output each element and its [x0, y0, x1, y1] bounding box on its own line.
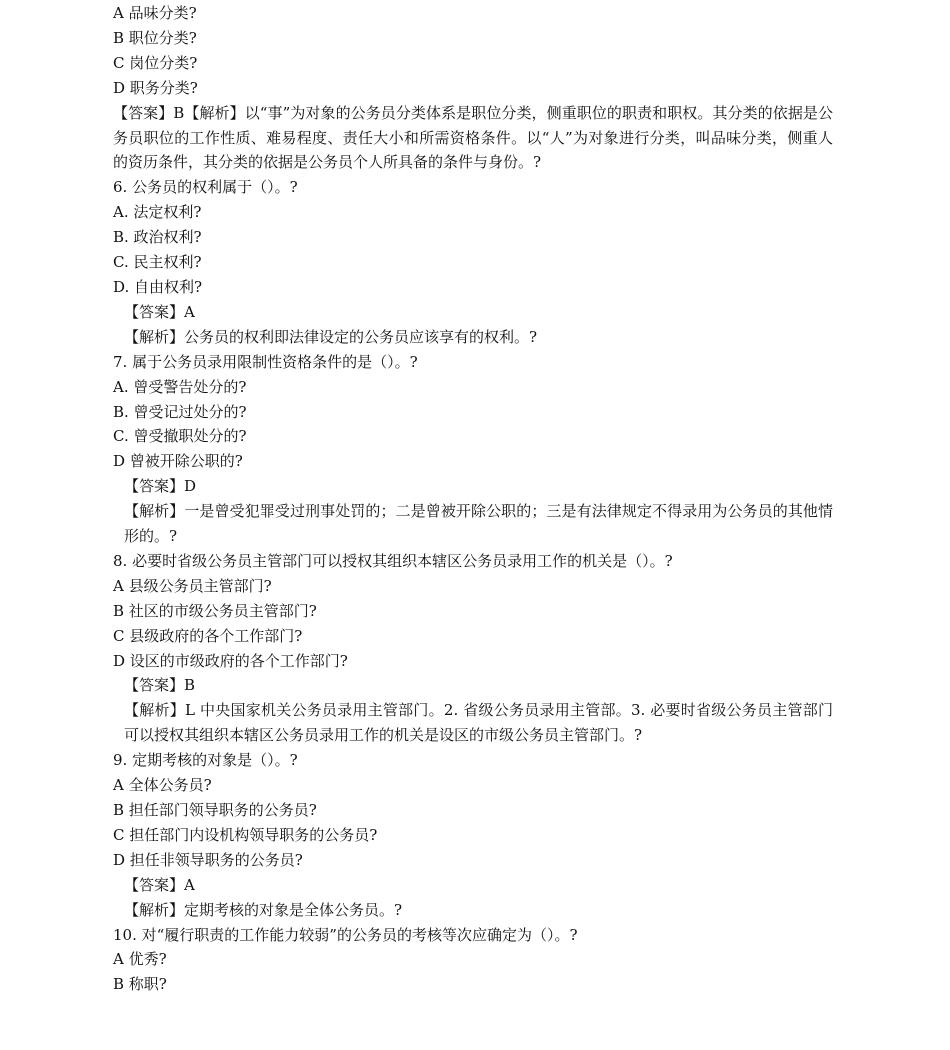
option-b-q9: B 担任部门领导职务的公务员? — [113, 801, 317, 819]
explanation-q7: 【解析】一是曾受犯罪受过刑事处罚的；二是曾被开除公职的；三是有法律规定不得录用为公务员的其他情形的。? — [124, 502, 833, 546]
option-a-q10: A 优秀? — [113, 950, 167, 969]
option-a-q8: A 县级公务员主管部门? — [113, 576, 272, 595]
question-8: 8. 必要时省级公务员主管部门可以授权其组织本辖区公务员录用工作的机关是（）。? — [113, 551, 673, 570]
option-d-q5: D 职务分类? — [113, 78, 198, 97]
explanation-q9: 【解析】定期考核的对象是全体公务员。? — [124, 900, 403, 919]
answer-q8: 【答案】B — [124, 676, 196, 695]
option-d-q6: D. 自由权利? — [113, 277, 203, 296]
option-a-q9: A 全体公务员? — [113, 776, 212, 795]
answer-q9: 【答案】A — [124, 875, 195, 894]
question-6: 6. 公务员的权利属于（）。? — [113, 178, 298, 197]
option-c-q9: C 担任部门内设机构领导职务的公务员? — [113, 825, 378, 844]
explanation-q8: 【解析】L 中央国家机关公务员录用主管部门。2. 省级公务员录用主管部。3. 必要时省级公务员主管部门可以授权其组织本辖区公务员录用工作的机关是设区的市级公务员主管部门。? — [124, 701, 833, 745]
option-c-q6: C. 民主权利? — [113, 253, 202, 272]
option-c-q7: C. 曾受撤职处分的? — [113, 427, 247, 446]
option-b-q10: B 称职? — [113, 975, 167, 994]
document-page — [113, 0, 833, 997]
explanation-q6: 【解析】公务员的权利即法律设定的公务员应该享有的权利。? — [124, 327, 538, 346]
option-d-q7: D 曾被开除公职的? — [113, 452, 243, 471]
option-d-q8: D 设区的市级政府的各个工作部门? — [113, 651, 348, 670]
option-b-q7: B. 曾受记过处分的? — [113, 402, 247, 421]
option-b-q5: B 职位分类? — [113, 28, 197, 47]
answer-q7: 【答案】D — [124, 477, 197, 496]
question-10: 10. 对“履行职责的工作能力较弱”的公务员的考核等次应确定为（）。? — [113, 925, 578, 944]
question-9: 9. 定期考核的对象是（）。? — [113, 751, 298, 770]
answer-explanation-q5: 【答案】B【解析】以“事”为对象的公务员分类体系是职位分类，侧重职位的职责和职权。其分类的依据是公务员职位的工作性质、难易程度、责任大小和所需资格条件。以“人”为对象进行分类，叫品味分类，侧重人的资历条件，其分类的依据是公务员个人所具备的条件与身份。? — [113, 103, 833, 172]
option-b-q8: B 社区的市级公务员主管部门? — [113, 601, 317, 620]
option-c-q8: C 县级政府的各个工作部门? — [113, 626, 303, 645]
option-a-q7: A. 曾受警告处分的? — [113, 377, 247, 396]
option-b-q6: B. 政治权利? — [113, 228, 202, 247]
option-d-q9: D 担任非领导职务的公务员? — [113, 850, 303, 869]
question-7: 7. 属于公务员录用限制性资格条件的是（）。? — [113, 352, 418, 371]
option-c-q5: C 岗位分类? — [113, 53, 198, 72]
answer-q6: 【答案】A — [124, 302, 195, 321]
option-a-q6: A. 法定权利? — [113, 203, 202, 222]
option-a-q5: A 品味分类? — [113, 4, 197, 22]
